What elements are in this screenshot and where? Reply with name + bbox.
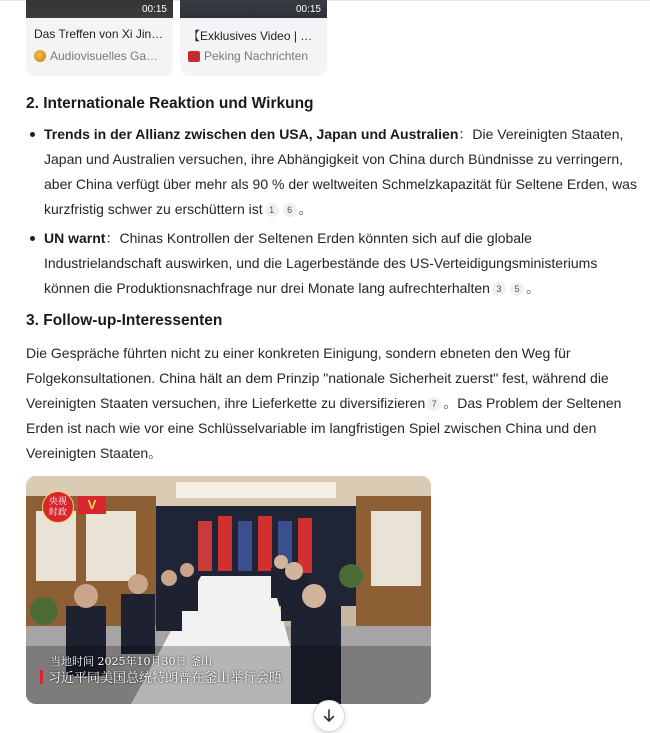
video-card[interactable] <box>180 0 327 76</box>
caption-accent-bar <box>40 670 43 684</box>
list-item-text <box>44 122 638 222</box>
list-item <box>26 226 638 301</box>
bullet-dot <box>30 132 35 137</box>
video-thumbnail[interactable] <box>180 0 327 18</box>
list-item-title: UN warnt <box>44 230 106 246</box>
video-duration: 00:15 <box>295 4 321 15</box>
video-thumbnail[interactable] <box>26 0 173 18</box>
citation-badge[interactable]: 6 <box>283 203 297 217</box>
video-duration: 00:15 <box>141 4 167 15</box>
section-heading: 2. Internationale Reaktion und Wirkung <box>26 95 314 112</box>
video-title[interactable]: Das Treffen von Xi Jin… <box>34 27 164 41</box>
news-photo[interactable] <box>26 476 431 704</box>
citation-badge[interactable]: 1 <box>265 203 279 217</box>
bullet-dot <box>30 236 35 241</box>
video-source-label: Peking Nachrichten <box>204 49 309 63</box>
sentence-end: 。 <box>298 201 313 217</box>
list-item-body: Die Vereinigten Staaten, Japan und Australien versuchen, ihre Abhängigkeit von China durch Bündnisse zu verringern, aber China verfügt über mehr als 90 % der weltweiten Schmelzkapazität für Seltene Erden, was kurzfristig schwer zu erschüttern ist <box>44 126 637 217</box>
video-card[interactable] <box>26 0 173 76</box>
paragraph <box>26 341 638 466</box>
audiovisual-logo-icon <box>34 50 46 62</box>
peking-news-logo-icon <box>188 51 200 62</box>
paragraph-text: Die Gespräche führten nicht zu einer konkreten Einigung, sondern ebneten den Weg für Folgekonsultationen. China hält an dem Prinzip "nationale Sicherheit zuerst" fest, während die Vereinigten Staaten versuchen, ihre Lieferkette zu diversifizieren <box>26 345 609 411</box>
video-source <box>188 49 322 63</box>
photo-caption-title: 习近平同美国总统特朗普在釜山举行会晤 <box>48 671 283 686</box>
list-item-text <box>44 226 638 301</box>
separator: ： <box>458 126 473 142</box>
list-item-body: Chinas Kontrollen der Seltenen Erden könnten sich auf die globale Industrielandschaft auswirken, und die Lagerbestände des US-Verteidigungsministeriums können die Produktionsnachfrage nur drei Monate lang aufrechterhalten <box>44 230 598 296</box>
paragraph-text: 。Das Problem der Seltenen Erden ist nach wie vor eine Schlüsselvariable im langfristigen Spiel zwischen China und den Vereinigten Staaten。 <box>26 395 622 461</box>
section-heading: 3. Follow-up-Interessenten <box>26 312 223 329</box>
video-title[interactable]: 【Exklusives Video | … <box>188 29 313 43</box>
list-item <box>26 122 638 222</box>
sentence-end: 。 <box>525 280 540 296</box>
scroll-down-button[interactable] <box>313 700 345 732</box>
photo-caption-date: 当地时间 2025年10月30日 釜山 <box>50 655 212 668</box>
photo-caption <box>40 667 282 686</box>
video-source <box>34 49 168 63</box>
video-source-label: Audiovisuelles Ga… <box>50 49 159 63</box>
separator: ： <box>105 230 120 246</box>
arrow-down-icon <box>321 708 337 724</box>
video-logo-icon: V <box>78 496 106 514</box>
citation-badge[interactable]: 5 <box>510 282 524 296</box>
list-item-title: Trends in der Allianz zwischen den USA, Japan und Australien <box>44 126 459 142</box>
cctv-logo-icon: 央视 时政 <box>42 491 74 523</box>
citation-badge[interactable]: 3 <box>492 282 506 296</box>
citation-badge[interactable]: 7 <box>427 397 441 411</box>
